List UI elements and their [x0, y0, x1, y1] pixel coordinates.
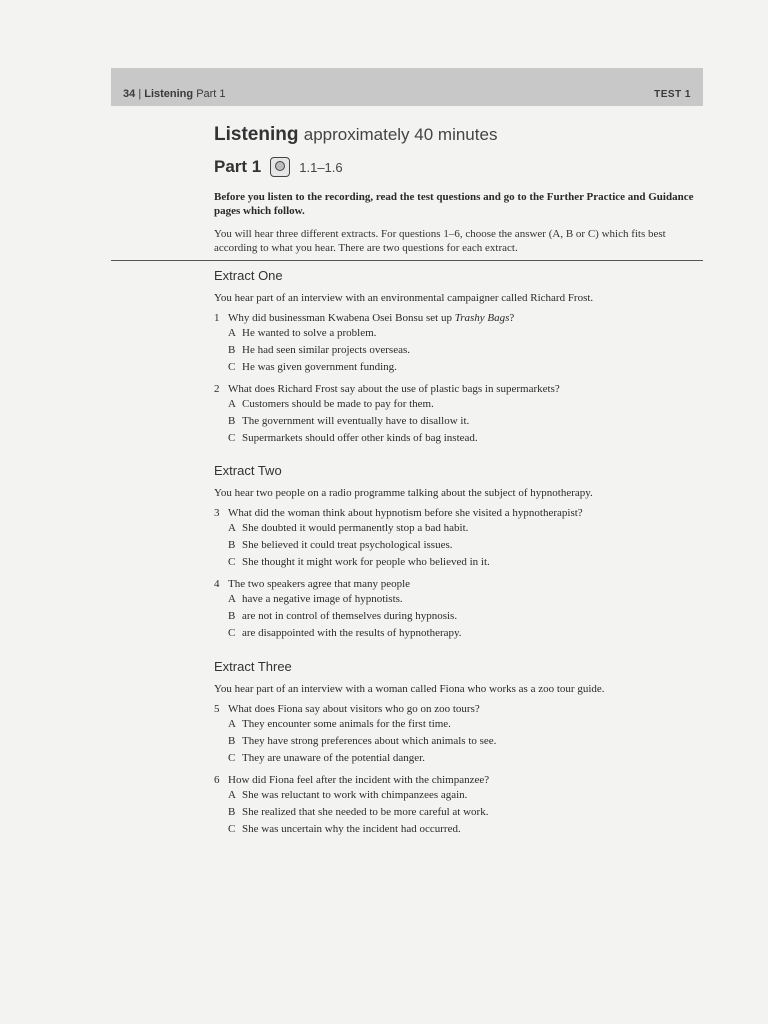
option-3a: A She doubted it would permanently stop a bad habit.: [228, 522, 469, 534]
option-6c: C She was uncertain why the incident had occurred.: [228, 823, 461, 835]
page-intro: [214, 124, 702, 255]
option-6b: B She realized that she needed to be more careful at work.: [228, 806, 489, 818]
extract-heading: Extract Two: [214, 463, 282, 478]
extract-intro: You hear two people on a radio programme talking about the subject of hypnotherapy.: [214, 487, 593, 499]
question-text: What does Richard Frost say about the use of plastic bags in supermarkets?: [228, 383, 560, 395]
question-number: 5: [214, 703, 220, 715]
option-6a: A She was reluctant to work with chimpanzees again.: [228, 789, 468, 801]
option-4c: C are disappointed with the results of hypnotherapy.: [228, 627, 462, 639]
question-1: [214, 311, 702, 325]
option-3b: B She believed it could treat psychological issues.: [228, 539, 453, 551]
extract-heading: Extract Three: [214, 659, 292, 674]
option-2c: C Supermarkets should offer other kinds of bag instead.: [228, 432, 478, 444]
running-header: [111, 68, 703, 106]
option-4b: B are not in control of themselves during hypnosis.: [228, 610, 458, 622]
title-sub: approximately 40 minutes: [303, 125, 498, 144]
question-number: 4: [214, 578, 220, 590]
extract-three: [214, 659, 702, 838]
option-4a: A have a negative image of hypnotists.: [228, 593, 403, 605]
option-2a: A Customers should be made to pay for them.: [228, 398, 434, 410]
option-1a: A He wanted to solve a problem.: [228, 327, 377, 339]
question-text: What does Fiona say about visitors who go on zoo tours?: [228, 703, 480, 715]
question-number: 1: [214, 312, 220, 324]
header-separator: |: [138, 88, 142, 100]
extract-one: [214, 268, 702, 447]
track-numbers: 1.1–1.6: [299, 159, 343, 175]
header-part: Part 1: [196, 88, 226, 100]
page-title: [214, 124, 702, 151]
question-text: What did the woman think about hypnotism before she visited a hypnotherapist?: [228, 507, 583, 519]
question-number: 3: [214, 507, 220, 519]
header-left: [123, 88, 226, 100]
extract-heading: Extract One: [214, 268, 283, 283]
extract-intro: You hear part of an interview with an environmental campaigner called Richard Frost.: [214, 292, 594, 304]
option-5c: C They are unaware of the potential danger.: [228, 752, 425, 764]
header-section: Listening: [144, 88, 194, 100]
option-5a: A They encounter some animals for the first time.: [228, 718, 451, 730]
part-label: Part 1: [214, 157, 262, 176]
audio-cd-icon: [270, 157, 290, 177]
title-main: Listening: [214, 124, 299, 145]
instructions-bold: Before you listen to the recording, read the test questions and go to the Further Practice and Guidance pages which follow.: [214, 191, 694, 217]
question-text: Why did businessman Kwabena Osei Bonsu set up Trashy Bags?: [228, 312, 515, 324]
question-text: How did Fiona feel after the incident with the chimpanzee?: [228, 774, 490, 786]
test-label: TEST 1: [654, 89, 691, 100]
extract-intro: You hear part of an interview with a woman called Fiona who works as a zoo tour guide.: [214, 683, 605, 695]
question-6: [214, 773, 702, 787]
section-divider: [111, 260, 703, 261]
question-4: [214, 577, 702, 591]
option-2b: B The government will eventually have to disallow it.: [228, 415, 470, 427]
question-text: The two speakers agree that many people: [228, 578, 411, 590]
instructions-text: You will hear three different extracts. For questions 1–6, choose the answer (A, B or C) which fits best according to what you hear. There are two questions for each extract.: [214, 228, 666, 254]
option-3c: C She thought it might work for people who believed in it.: [228, 556, 490, 568]
question-number: 2: [214, 383, 220, 395]
option-1c: C He was given government funding.: [228, 361, 397, 373]
question-5: [214, 702, 702, 716]
question-number: 6: [214, 774, 220, 786]
extract-two: [214, 463, 702, 642]
option-1b: B He had seen similar projects overseas.: [228, 344, 410, 356]
option-5b: B They have strong preferences about which animals to see.: [228, 735, 497, 747]
page-number: 34: [123, 88, 136, 100]
part-heading: [214, 154, 702, 180]
question-3: [214, 506, 702, 520]
question-2: [214, 382, 702, 396]
